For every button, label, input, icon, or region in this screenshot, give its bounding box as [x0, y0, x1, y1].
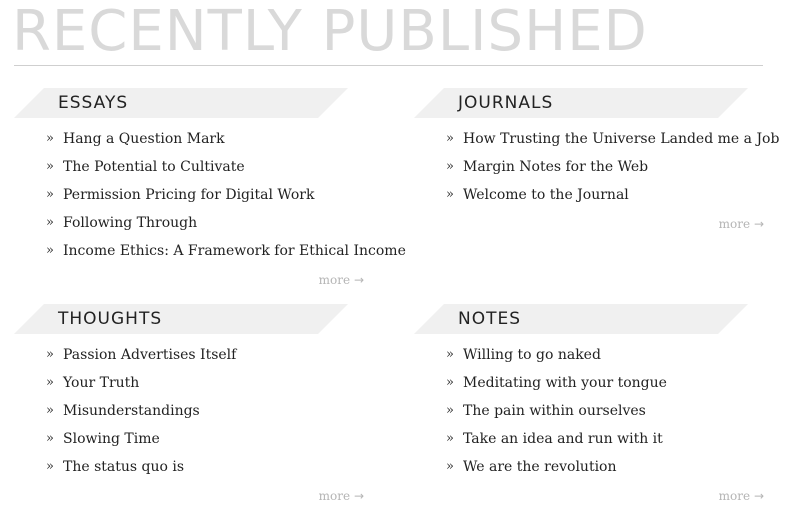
list-item	[414, 153, 764, 181]
list-item	[14, 369, 364, 397]
more-label: more	[718, 489, 751, 503]
essay-link[interactable]: Permission Pricing for Digital Work	[63, 187, 315, 203]
list-item	[14, 181, 364, 209]
note-link[interactable]: The pain within ourselves	[463, 403, 646, 419]
essay-link[interactable]: Following Through	[63, 215, 198, 231]
essay-link[interactable]: Hang a Question Mark	[63, 131, 225, 147]
bullet-icon: »	[46, 403, 54, 418]
list-item	[414, 453, 764, 481]
essays-list	[14, 125, 406, 265]
more-label: more	[318, 273, 351, 287]
journal-link[interactable]: How Trusting the Universe Landed me a Job	[463, 131, 780, 147]
arrow-right-icon: →	[353, 489, 364, 503]
list-item	[14, 125, 364, 153]
bullet-icon: »	[46, 431, 54, 446]
section-thoughts	[14, 304, 364, 503]
bullet-icon: »	[446, 131, 454, 146]
note-link[interactable]: Take an idea and run with it	[463, 431, 663, 447]
journals-list	[414, 125, 780, 209]
thought-link[interactable]: Passion Advertises Itself	[63, 347, 237, 363]
list-item	[414, 341, 764, 369]
bullet-icon: »	[446, 403, 454, 418]
journal-link[interactable]: Margin Notes for the Web	[463, 159, 649, 175]
note-link[interactable]: Meditating with your tongue	[463, 375, 667, 391]
bullet-icon: »	[46, 459, 54, 474]
section-banner-journals	[414, 88, 748, 118]
arrow-right-icon: →	[353, 273, 364, 287]
bullet-icon: »	[46, 347, 54, 362]
section-essays	[14, 88, 406, 287]
section-heading-notes: NOTES	[458, 309, 522, 329]
list-item	[14, 397, 364, 425]
bullet-icon: »	[446, 459, 454, 474]
arrow-right-icon: →	[753, 217, 764, 231]
essays-more-link[interactable]	[319, 273, 364, 287]
list-item	[14, 209, 364, 237]
journal-link[interactable]: Welcome to the Journal	[463, 187, 629, 203]
list-item	[14, 237, 406, 265]
bullet-icon: »	[46, 187, 54, 202]
list-item	[14, 425, 364, 453]
section-banner-notes	[414, 304, 748, 334]
section-banner-essays	[14, 88, 348, 118]
thoughts-more-link[interactable]	[319, 489, 364, 503]
section-heading-thoughts: THOUGHTS	[58, 309, 163, 329]
thoughts-list	[14, 341, 364, 481]
bullet-icon: »	[446, 431, 454, 446]
section-notes	[414, 304, 764, 503]
essay-link[interactable]: Income Ethics: A Framework for Ethical Income	[63, 243, 406, 259]
journals-more-link[interactable]	[719, 217, 764, 231]
bullet-icon: »	[446, 375, 454, 390]
thought-link[interactable]: Misunderstandings	[63, 403, 200, 419]
bullet-icon: »	[46, 243, 54, 258]
list-item	[14, 153, 364, 181]
list-item	[414, 125, 780, 153]
section-journals	[414, 88, 780, 231]
title-divider	[14, 65, 763, 66]
bullet-icon: »	[446, 187, 454, 202]
list-item	[14, 453, 364, 481]
list-item	[414, 369, 764, 397]
thought-link[interactable]: Your Truth	[63, 375, 140, 391]
essay-link[interactable]: The Potential to Cultivate	[63, 159, 245, 175]
list-item	[14, 341, 364, 369]
bullet-icon: »	[46, 375, 54, 390]
section-heading-essays: ESSAYS	[58, 93, 129, 113]
bullet-icon: »	[46, 159, 54, 174]
bullet-icon: »	[46, 131, 54, 146]
more-label: more	[718, 217, 751, 231]
note-link[interactable]: We are the revolution	[463, 459, 617, 475]
thought-link[interactable]: The status quo is	[63, 459, 185, 475]
bullet-icon: »	[446, 347, 454, 362]
list-item	[414, 425, 764, 453]
list-item	[414, 181, 764, 209]
note-link[interactable]: Willing to go naked	[463, 347, 601, 363]
list-item	[414, 397, 764, 425]
notes-list	[414, 341, 764, 481]
page-title: RECENTLY PUBLISHED	[12, 0, 648, 64]
thought-link[interactable]: Slowing Time	[63, 431, 160, 447]
section-banner-thoughts	[14, 304, 348, 334]
bullet-icon: »	[446, 159, 454, 174]
arrow-right-icon: →	[753, 489, 764, 503]
bullet-icon: »	[46, 215, 54, 230]
section-heading-journals: JOURNALS	[458, 93, 554, 113]
notes-more-link[interactable]	[719, 489, 764, 503]
more-label: more	[318, 489, 351, 503]
